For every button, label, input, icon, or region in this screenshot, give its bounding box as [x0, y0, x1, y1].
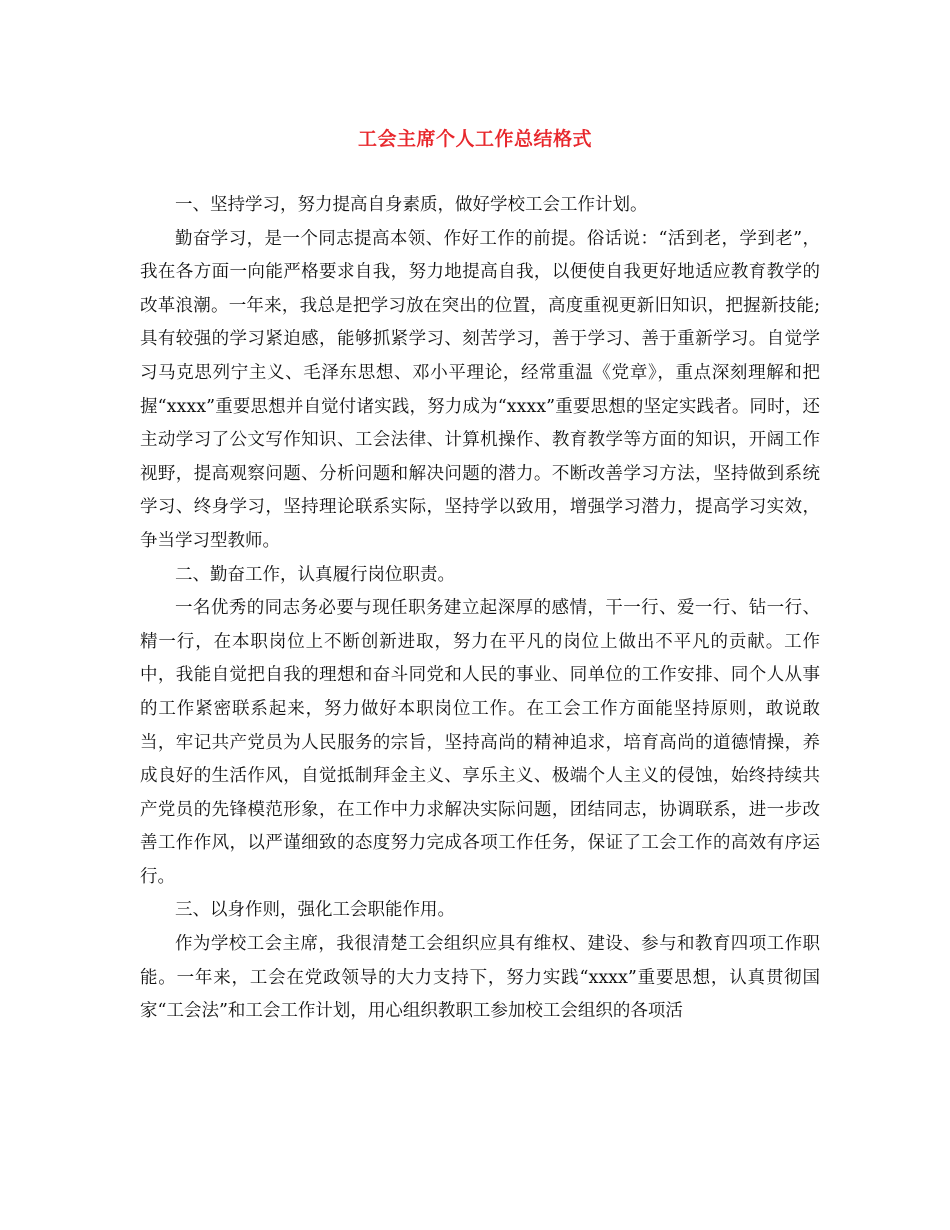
document-title: 工会主席个人工作总结格式: [357, 128, 592, 150]
section-heading-1: 一、坚持学习，努力提高自身素质，做好学校工会工作计划。: [175, 195, 648, 215]
paragraph-study: 勤奋学习，是一个同志提高本领、作好工作的前提。俗话说：“活到老，学到老”，我在各方面一向能严格要求自我，努力地提高自我，以便使自我更好地适应教育教学的改革浪潮。一年来，我总是把学习放在突出的位置，高度重视更新旧知识，把握新技能;具有较强的学习紧迫感，能够抓紧学习、刻苦学习，善于学习、善于重新学习。自觉学习马克思列宁主义、毛泽东思想、邓小平理论，经常重温《党章》，重点深刻理解和把握“xxxx”重要思想并自觉付诸实践，努力成为“xxxx”重要思想的坚定实践者。同时，还主动学习了公文写作知识、工会法律、计算机操作、教育教学等方面的知识，开阔工作视野，提高观察问题、分析问题和解决问题的潜力。不断改善学习方法，坚持做到系统学习、终身学习，坚持理论联系实际，坚持学以致用，增强学习潜力，提高学习实效，争当学习型教师。: [140, 228, 820, 551]
document-body: [140, 189, 820, 1029]
section-heading-3: 三、以身作则，强化工会职能作用。: [175, 900, 455, 921]
paragraph-work: 一名优秀的同志务必要与现任职务建立起深厚的感情，干一行、爱一行、钻一行、精一行，在本职岗位上不断创新进取，努力在平凡的岗位上做出不平凡的贡献。工作中，我能自觉把自我的理想和奋斗同党和人民的事业、同单位的工作安排、同个人从事的工作紧密联系起来，努力做好本职岗位工作。在工会工作方面能坚持原则，敢说敢当，牢记共产党员为人民服务的宗旨，坚持高尚的精神追求，培育高尚的道德情操，养成良好的生活作风，自觉抵制拜金主义、享乐主义、极端个人主义的侵蚀，始终持续共产党员的先锋模范形象，在工作中力求解决实际问题，团结同志，协调联系，进一步改善工作作风，以严谨细致的态度努力完成各项工作任务，保证了工会工作的高效有序运行。: [140, 598, 820, 887]
paragraph-union-role: 作为学校工会主席，我很清楚工会组织应具有维权、建设、参与和教育四项工作职能。一年来，工会在党政领导的大力支持下，努力实践“xxxx”重要思想，认真贯彻国家“工会法”和工会工作计划，用心组织教职工参加校工会组织的各项活: [140, 934, 820, 1022]
section-heading-2: 二、勤奋工作，认真履行岗位职责。: [175, 564, 455, 585]
